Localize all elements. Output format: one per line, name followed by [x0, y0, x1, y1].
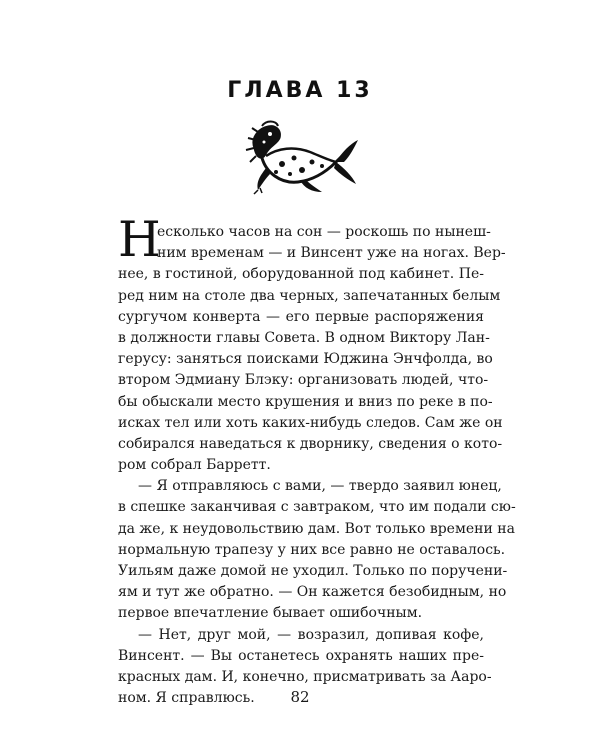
- text-line: первое впечатление бывает ошибочным.: [118, 605, 423, 622]
- text-line: бы обыскали место крушения и вниз по реке в по-: [118, 393, 493, 410]
- text-line: ром собрал Барретт.: [118, 457, 271, 474]
- text-line: ним временам — и Винсент уже на ногах. Вер-: [157, 245, 506, 262]
- text-line: — Нет, друг мой, — возразил, допивая кофе,: [138, 626, 484, 643]
- paragraph-2: [118, 476, 516, 624]
- text-line: в спешке заканчивая с завтраком, что им подали сю-: [118, 499, 516, 516]
- text-line: собирался наведаться к дворнику, сведения о кото-: [118, 435, 503, 452]
- chapter-body: [118, 211, 516, 709]
- text-line: ред ним на столе два черных, запечатанных белым: [118, 287, 501, 304]
- text-line: — Я отправляюсь с вами, — твердо заявил юнец,: [138, 478, 502, 495]
- text-line: ям и тут же обратно. — Он кажется безобидным, но: [118, 584, 507, 601]
- text-line: герусу: заняться поисками Юджина Энчфолда, во: [118, 351, 493, 368]
- text-line: втором Эдмиану Блэку: организовать людей, что-: [118, 372, 489, 389]
- fish-leaf-emblem-icon: [232, 118, 362, 196]
- text-line: нормальную трапезу у них все равно не оставалось.: [118, 541, 506, 558]
- text-line: сургучом конверта — его первые распоряжения: [118, 308, 484, 325]
- text-line: красных дам. И, конечно, присматривать за Ааро-: [118, 668, 492, 685]
- text-line: Уильям даже домой не уходил. Только по поручени-: [118, 563, 508, 579]
- text-line: нее, в гостиной, оборудованной под кабинет. Пе-: [118, 266, 484, 283]
- text-line: ном. Я справлюсь.: [118, 690, 255, 707]
- page-number: 82: [290, 688, 310, 706]
- text-line: есколько часов на сон — роскошь по нынеш-: [157, 224, 491, 240]
- text-line: Винсент. — Вы останетесь охранять наших пре-: [118, 647, 484, 664]
- drop-cap: Н: [118, 211, 161, 268]
- text-line: да же, к неудовольствию дам. Вот только времени на: [118, 520, 515, 537]
- paragraph-1: [118, 211, 506, 476]
- text-line: исках тел или хоть каких-нибудь следов. Сам же он: [118, 414, 503, 431]
- text-line: в должности главы Совета. В одном Виктору Лан-: [118, 329, 490, 346]
- chapter-title: ГЛАВА 13: [227, 78, 373, 103]
